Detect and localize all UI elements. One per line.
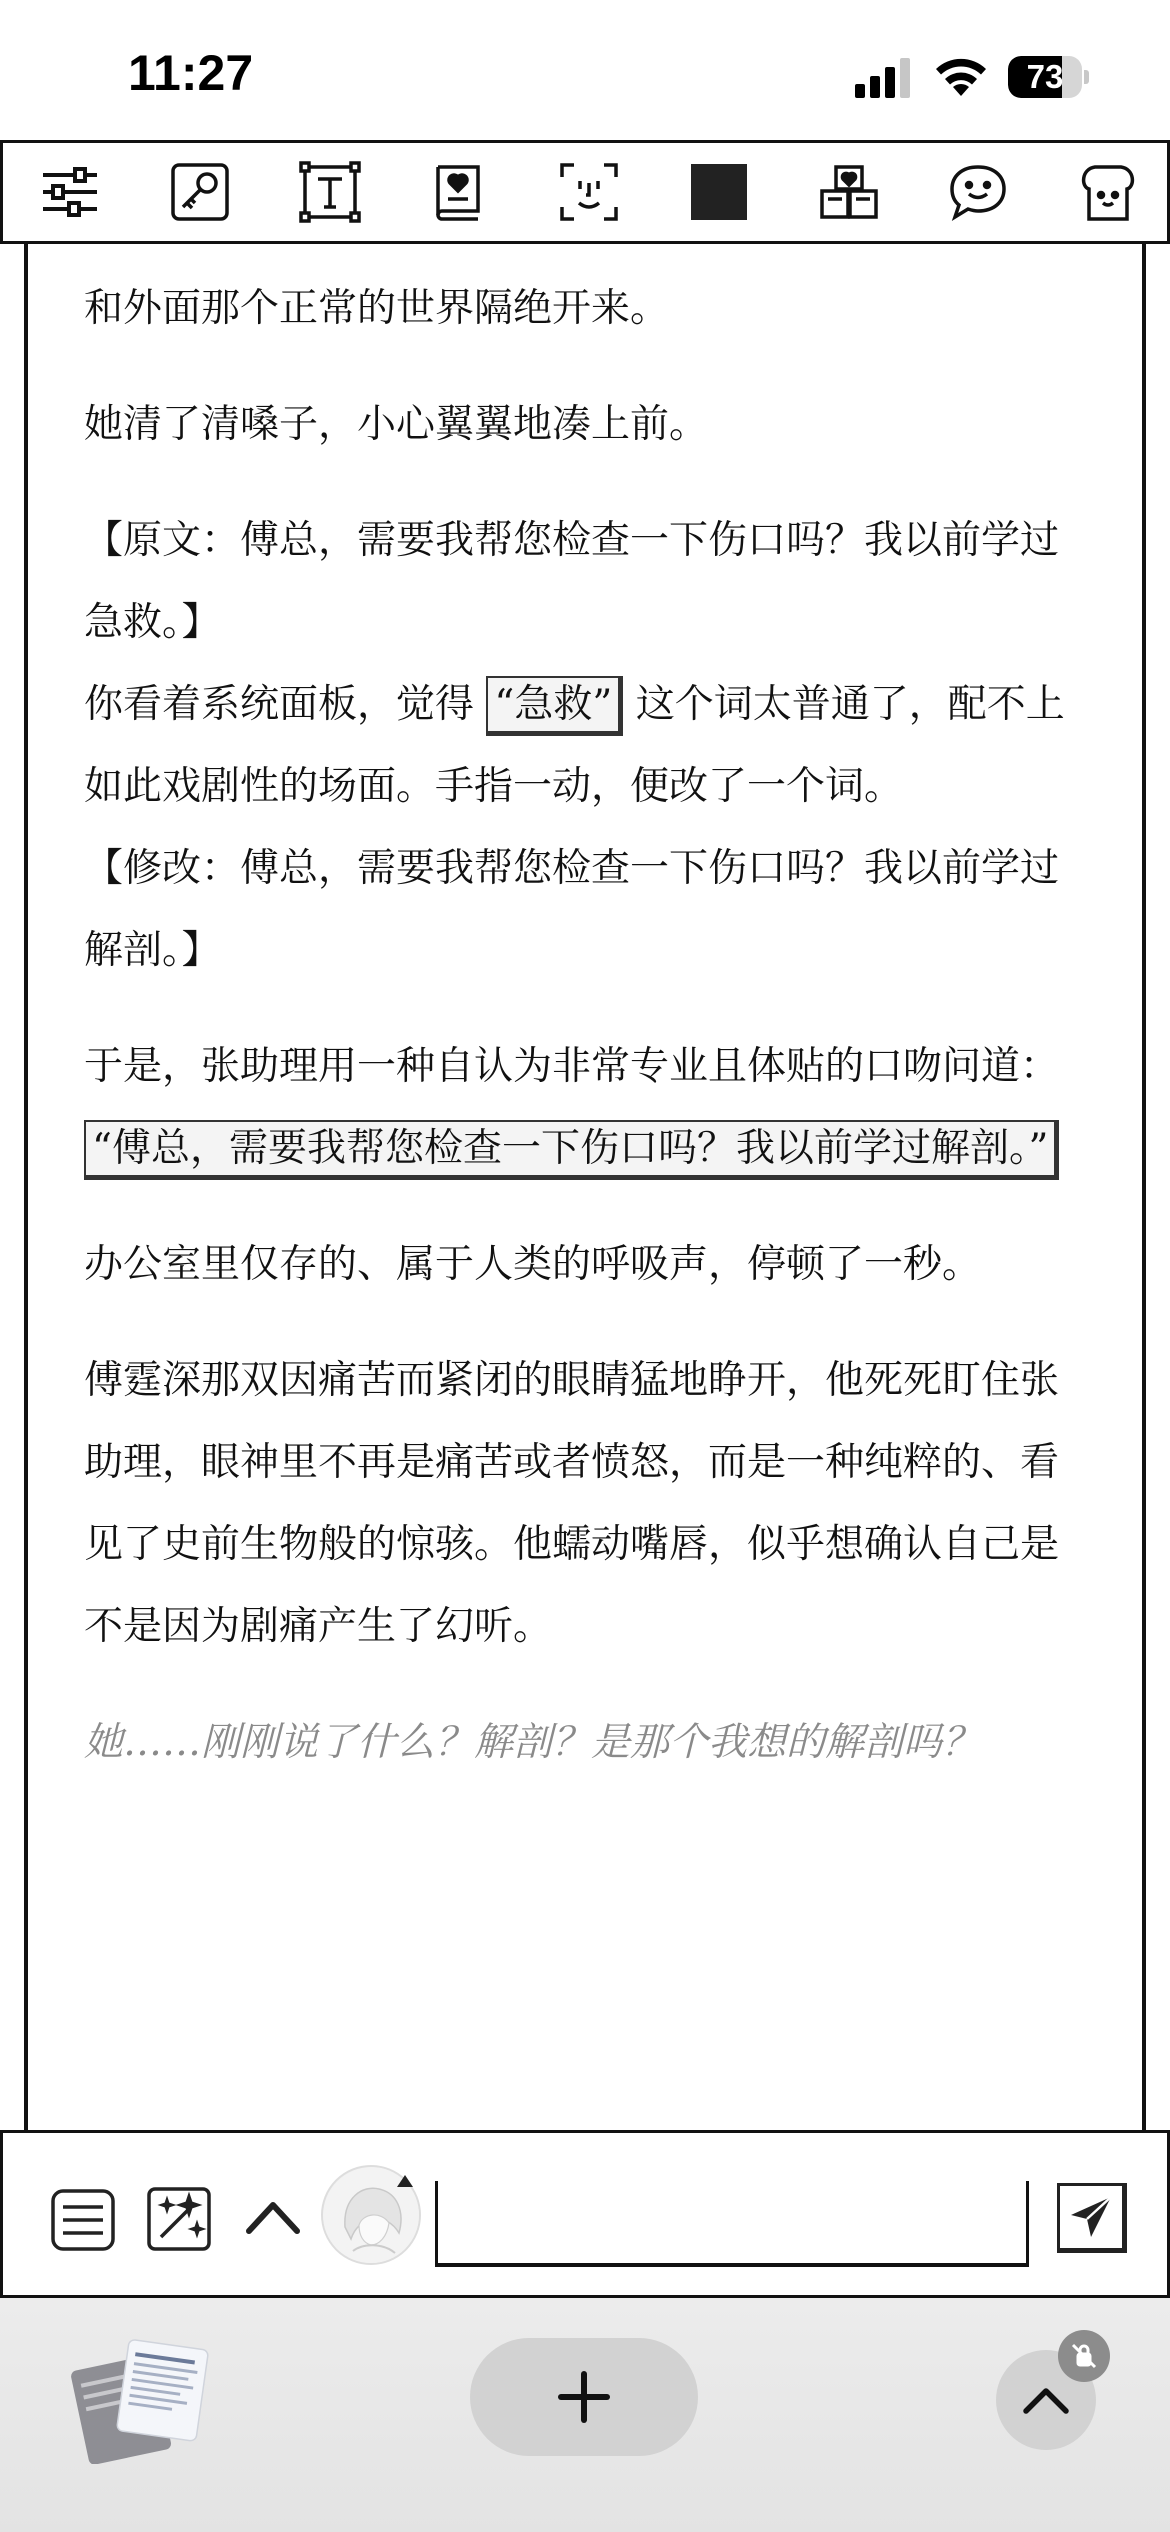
story-text-span: 于是，张助理用一种自认为非常专业且体贴的口吻问道：: [84, 1044, 1060, 1089]
chat-bubble-icon[interactable]: [943, 157, 1013, 227]
chat-input-bar: [0, 2130, 1170, 2298]
black-square-icon[interactable]: [684, 157, 754, 227]
top-toolbar: [0, 140, 1170, 244]
battery-icon: [1008, 56, 1088, 98]
magic-wand-icon: [145, 2185, 213, 2253]
browser-bottom-bar: [0, 2298, 1170, 2532]
battery-percent: 73: [1026, 58, 1064, 95]
chevron-up-icon: [1022, 2385, 1070, 2415]
heart-book-icon[interactable]: [424, 157, 494, 227]
highlighted-word[interactable]: “急救”: [486, 676, 623, 736]
story-paragraph: [84, 1026, 1084, 1190]
story-reader[interactable]: [24, 244, 1146, 2130]
new-tab-button[interactable]: [470, 2338, 698, 2456]
story-text-span: 你看着系统面板，觉得: [84, 682, 475, 727]
story-text: [84, 268, 1084, 1818]
highlighted-dialogue[interactable]: “傅总，需要我帮您检查一下伤口吗？我以前学过解剖。”: [84, 1120, 1059, 1180]
avatar-indicator: [397, 2175, 413, 2187]
inner-thought: 她……刚刚说了什么？解剖？是那个我想的解剖吗？: [84, 1720, 982, 1765]
expand-button[interactable]: [241, 2191, 305, 2241]
send-icon: [1065, 2191, 1117, 2243]
chevron-up-icon: [241, 2191, 305, 2241]
story-text-span: 这个词太普通了，配不上如此戏剧性的场面。手指一动，便改了一个词。: [84, 682, 1065, 809]
cellular-signal-icon: [853, 58, 913, 98]
tabs-thumbnail[interactable]: [70, 2334, 210, 2464]
status-bar: [0, 0, 1170, 140]
story-paragraph: [84, 664, 1084, 828]
send-button[interactable]: [1057, 2183, 1127, 2253]
story-paragraph: 傅霆深那双因痛苦而紧闭的眼睛猛地睁开，他死死盯住张助理，眼神里不再是痛苦或者愤怒，而是一种纯粹的、看见了史前生物般的惊骇。他蠕动嘴唇，似乎想确认自己是不是因为剧痛产生了幻听。: [84, 1358, 1060, 1649]
story-paragraph: 办公室里仅存的、属于人类的呼吸声，停顿了一秒。: [84, 1242, 982, 1287]
menu-button[interactable]: [49, 2187, 117, 2253]
plus-icon: [557, 2370, 611, 2424]
edited-text-block: 【修改：傅总，需要我帮您检查一下伤口吗？我以前学过解剖。】: [84, 846, 1060, 973]
status-time: 11:27: [128, 45, 254, 101]
face-scan-icon[interactable]: [554, 157, 624, 227]
story-paragraph: 和外面那个正常的世界隔绝开来。: [84, 286, 670, 331]
wifi-icon: [933, 54, 989, 98]
key-icon[interactable]: [165, 157, 235, 227]
mute-icon: [1058, 2330, 1110, 2382]
message-input[interactable]: [435, 2181, 1029, 2267]
story-paragraph: 她清了清嗓子，小心翼翼地凑上前。: [84, 402, 709, 447]
menu-icon: [49, 2187, 117, 2253]
settings-sliders-icon[interactable]: [35, 157, 105, 227]
toast-bread-icon[interactable]: [1073, 157, 1143, 227]
original-text-block: 【原文：傅总，需要我帮您检查一下伤口吗？我以前学过急救。】: [84, 518, 1060, 645]
gift-boxes-icon[interactable]: [814, 157, 884, 227]
magic-wand-button[interactable]: [145, 2185, 213, 2253]
text-format-icon[interactable]: [295, 157, 365, 227]
